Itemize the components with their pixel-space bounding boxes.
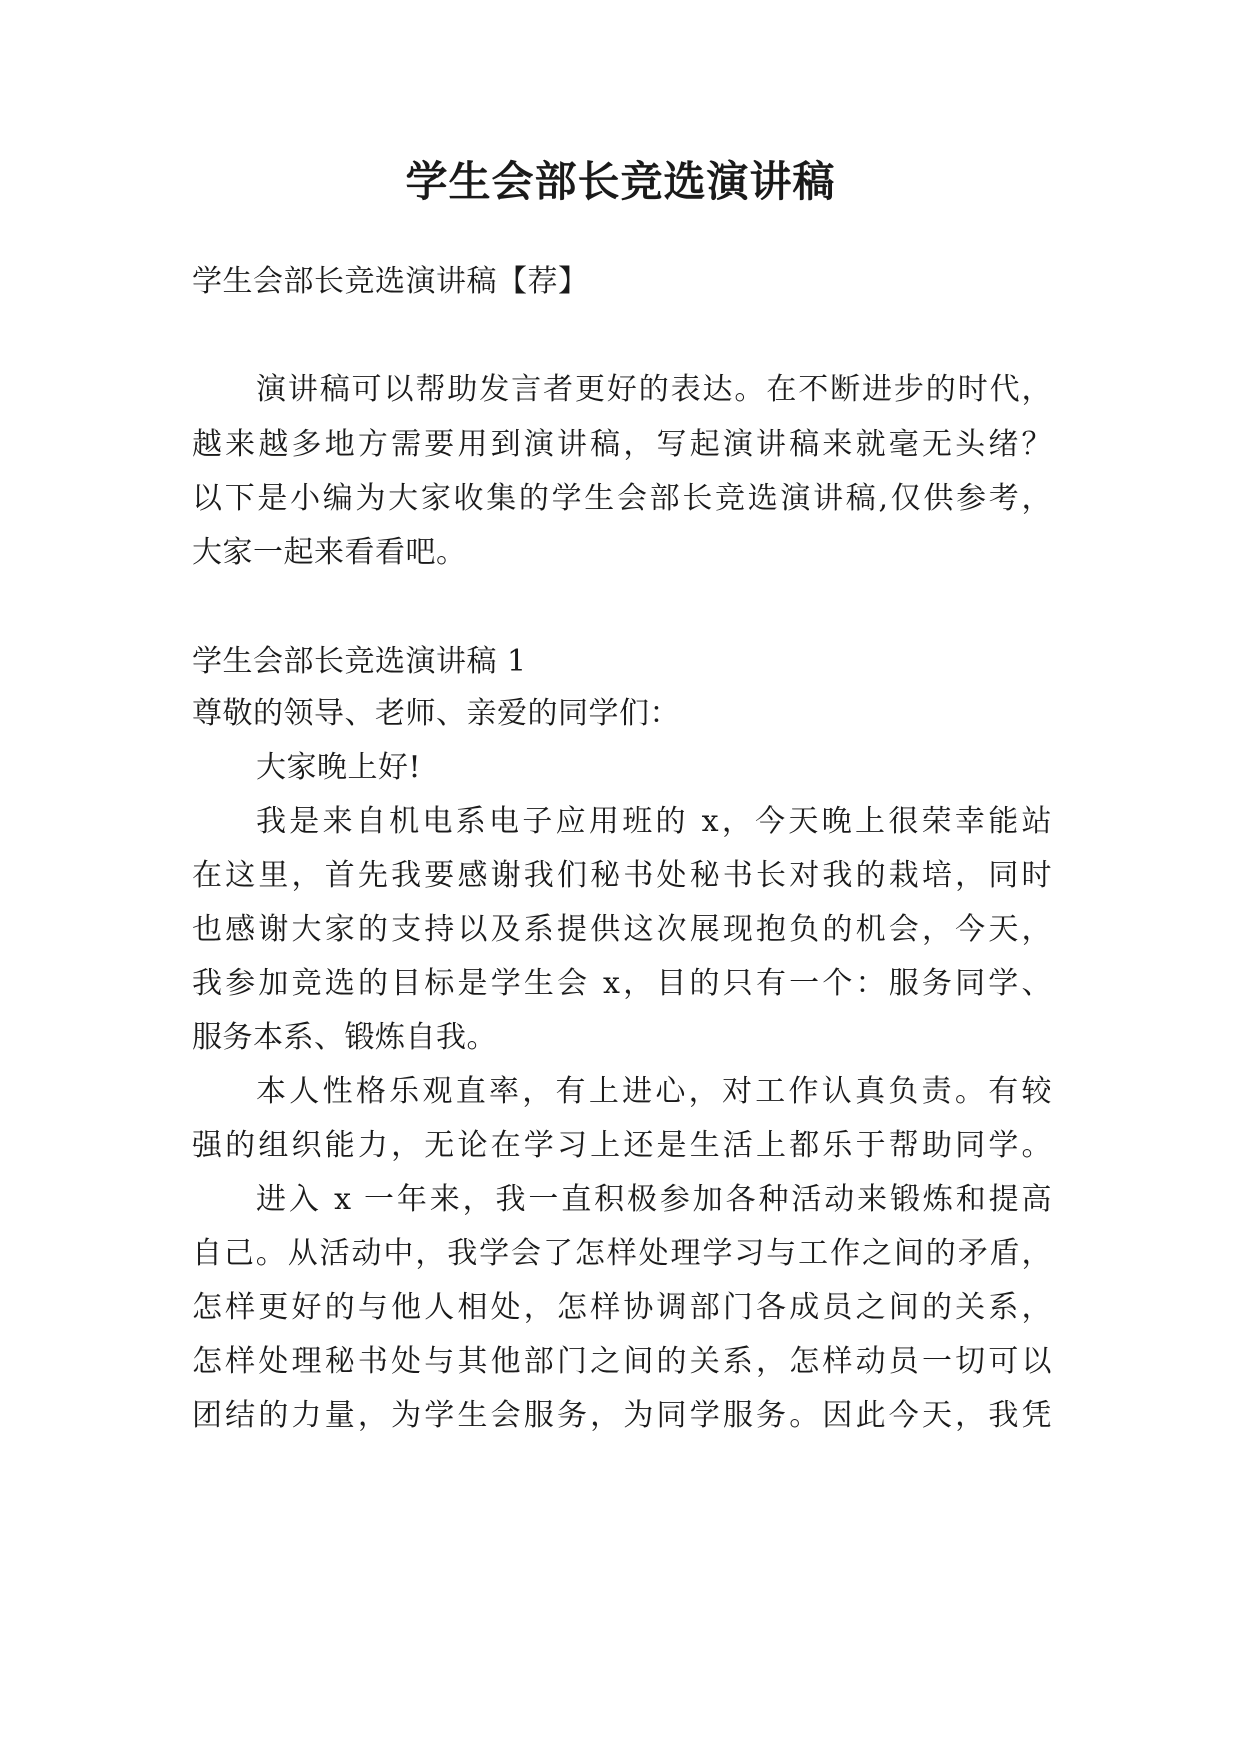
document-title: 学生会部长竞选演讲稿 xyxy=(405,157,836,206)
paragraph-line: 我参加竞选的目标是学生会 x，目的只有一个：服务同学、 xyxy=(192,966,1052,1001)
paragraph-line: 团结的力量，为学生会服务，为同学服务。因此今天，我凭 xyxy=(192,1398,1052,1433)
section-heading: 学生会部长竞选演讲稿 1 xyxy=(192,644,527,679)
intro-line: 以下是小编为大家收集的学生会部长竞选演讲稿,仅供参考， xyxy=(192,481,1052,516)
paragraph-line: 怎样更好的与他人相处，怎样协调部门各成员之间的关系， xyxy=(192,1290,1052,1325)
paragraph-line: 服务本系、锻炼自我。 xyxy=(192,1020,497,1055)
paragraph-line: 自己。从活动中，我学会了怎样处理学习与工作之间的矛盾， xyxy=(192,1236,1052,1271)
intro-line: 大家一起来看看吧。 xyxy=(192,535,467,570)
paragraph-line: 在这里，首先我要感谢我们秘书处秘书长对我的栽培，同时 xyxy=(192,858,1052,893)
paragraph-line: 我是来自机电系电子应用班的 x，今天晚上很荣幸能站 xyxy=(256,804,1052,839)
paragraph-line: 怎样处理秘书处与其他部门之间的关系，怎样动员一切可以 xyxy=(192,1344,1052,1379)
intro-line: 演讲稿可以帮助发言者更好的表达。在不断进步的时代， xyxy=(256,372,1052,407)
greeting: 大家晚上好! xyxy=(256,750,422,785)
paragraph-line: 本人性格乐观直率，有上进心，对工作认真负责。有较 xyxy=(256,1074,1052,1109)
paragraph-line: 强的组织能力，无论在学习上还是生活上都乐于帮助同学。 xyxy=(192,1128,1052,1163)
document-subtitle: 学生会部长竞选演讲稿【荐】 xyxy=(192,264,589,299)
salutation: 尊敬的领导、老师、亲爱的同学们： xyxy=(192,696,680,731)
intro-line: 越来越多地方需要用到演讲稿，写起演讲稿来就毫无头绪？ xyxy=(192,427,1052,462)
paragraph-line: 也感谢大家的支持以及系提供这次展现抱负的机会，今天， xyxy=(192,912,1052,947)
paragraph-line: 进入 x 一年来，我一直积极参加各种活动来锻炼和提高 xyxy=(256,1182,1052,1217)
